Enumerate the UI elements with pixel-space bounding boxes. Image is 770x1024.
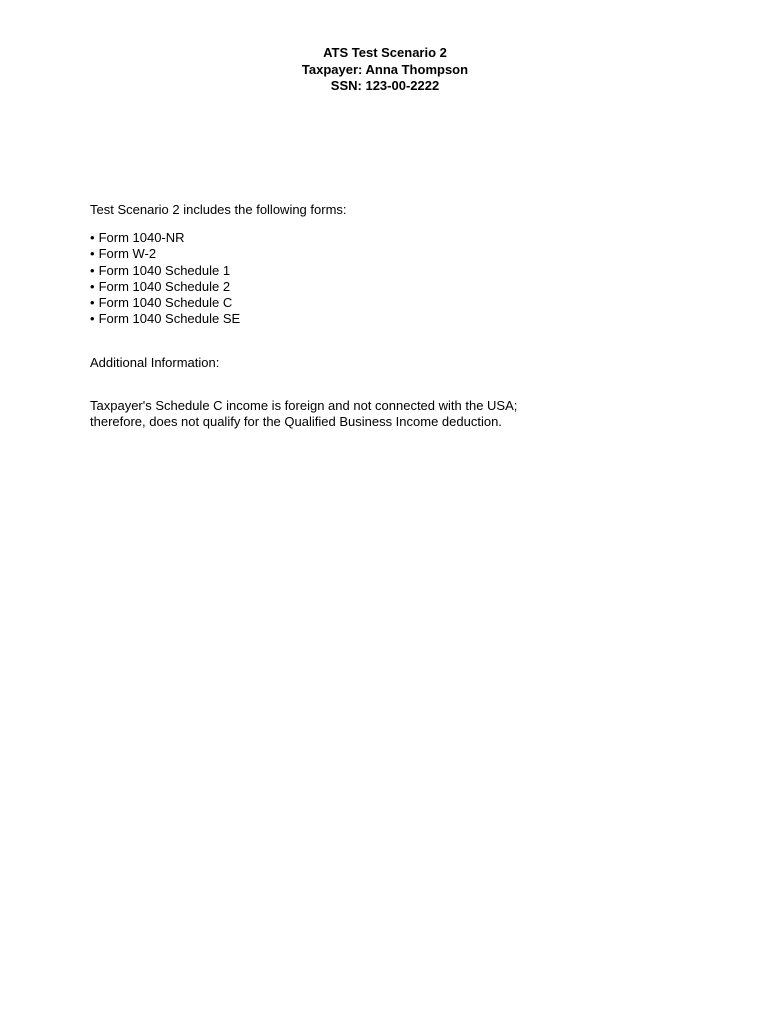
bullet-icon: •: [90, 262, 95, 278]
scenario-title: ATS Test Scenario 2: [323, 45, 447, 60]
taxpayer-name: Taxpayer: Anna Thompson: [301, 61, 469, 77]
additional-info-heading: Additional Information:: [90, 355, 220, 370]
list-item: [90, 246, 240, 262]
bullet-icon: •: [90, 230, 95, 245]
note-line: therefore, does not qualify for the Qualified Business Income deduction.: [90, 414, 502, 430]
list-item: [90, 279, 240, 295]
note-line: Taxpayer's Schedule C income is foreign and not connected with the USA;: [90, 398, 518, 413]
form-label: Form 1040 Schedule 1: [98, 262, 231, 278]
forms-list: [90, 230, 240, 328]
bullet-icon: •: [90, 295, 95, 311]
additional-info-note: [90, 398, 690, 431]
forms-intro: Test Scenario 2 includes the following forms:: [90, 202, 347, 217]
form-label: Form W-2: [98, 246, 157, 262]
list-item: [90, 295, 240, 311]
bullet-icon: •: [90, 278, 95, 294]
form-label: Form 1040 Schedule 2: [98, 278, 231, 294]
list-item: [90, 263, 240, 279]
form-label: Form 1040 Schedule SE: [98, 311, 241, 327]
form-label: Form 1040-NR: [98, 230, 185, 245]
document-header: [0, 45, 770, 95]
bullet-icon: •: [90, 246, 95, 262]
bullet-icon: •: [90, 311, 95, 327]
list-item: [90, 311, 240, 327]
taxpayer-ssn: SSN: 123-00-2222: [330, 78, 440, 93]
list-item: [90, 230, 240, 246]
form-label: Form 1040 Schedule C: [98, 295, 233, 311]
